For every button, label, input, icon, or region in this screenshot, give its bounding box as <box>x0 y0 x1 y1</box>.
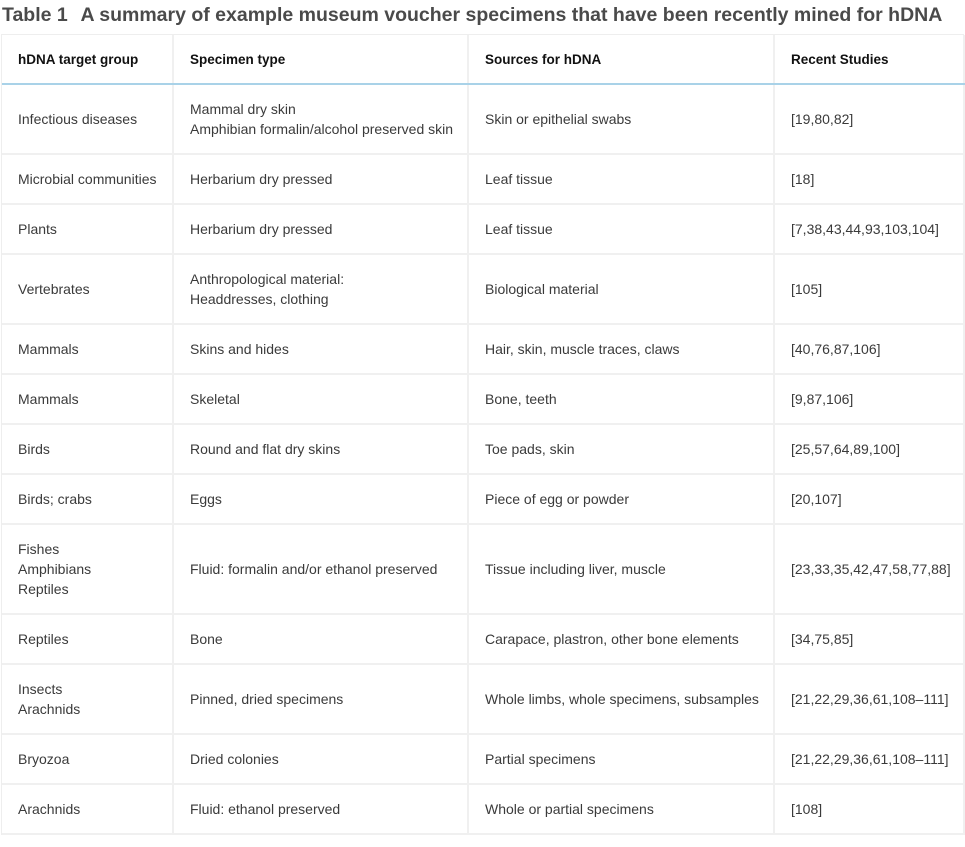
recent-studies-cell: [9,87,106] <box>774 374 964 424</box>
table-row <box>2 204 964 254</box>
target-group-cell: Mammals <box>2 374 173 424</box>
table-row <box>2 154 964 204</box>
recent-studies-cell: [25,57,64,89,100] <box>774 424 964 474</box>
sources-cell: Whole or partial specimens <box>468 784 774 834</box>
target-group-cell: Reptiles <box>2 614 173 664</box>
specimen-type-cell: Fluid: ethanol preserved <box>173 784 468 834</box>
target-group-cell: Bryozoa <box>2 734 173 784</box>
target-group-cell: Arachnids <box>2 784 173 834</box>
table-row <box>2 784 964 834</box>
target-group-cell: Insects Arachnids <box>2 664 173 734</box>
specimen-type-cell: Anthropological material: Headdresses, clothing <box>173 254 468 324</box>
specimen-type-cell: Eggs <box>173 474 468 524</box>
header-specimen-type: Specimen type <box>173 35 468 84</box>
header-recent-studies: Recent Studies <box>774 35 964 84</box>
specimen-type-cell: Fluid: formalin and/or ethanol preserved <box>173 524 468 614</box>
specimen-type-cell: Skeletal <box>173 374 468 424</box>
target-group-cell: Infectious diseases <box>2 84 173 154</box>
specimen-type-cell: Bone <box>173 614 468 664</box>
sources-cell: Partial specimens <box>468 734 774 784</box>
specimen-table <box>2 35 965 835</box>
recent-studies-cell: [19,80,82] <box>774 84 964 154</box>
recent-studies-cell: [23,33,35,42,47,58,77,88] <box>774 524 964 614</box>
target-group-cell: Vertebrates <box>2 254 173 324</box>
recent-studies-cell: [7,38,43,44,93,103,104] <box>774 204 964 254</box>
sources-cell: Hair, skin, muscle traces, claws <box>468 324 774 374</box>
recent-studies-cell: [20,107] <box>774 474 964 524</box>
sources-cell: Leaf tissue <box>468 204 774 254</box>
table-row <box>2 424 964 474</box>
specimen-type-cell: Herbarium dry pressed <box>173 204 468 254</box>
sources-cell: Bone, teeth <box>468 374 774 424</box>
header-target-group: hDNA target group <box>2 35 173 84</box>
recent-studies-cell: [21,22,29,36,61,108–111] <box>774 664 964 734</box>
recent-studies-cell: [34,75,85] <box>774 614 964 664</box>
sources-cell: Whole limbs, whole specimens, subsamples <box>468 664 774 734</box>
table-row <box>2 524 964 614</box>
sources-cell: Leaf tissue <box>468 154 774 204</box>
target-group-cell: Birds; crabs <box>2 474 173 524</box>
sources-cell: Skin or epithelial swabs <box>468 84 774 154</box>
specimen-type-cell: Mammal dry skin Amphibian formalin/alcohol preserved skin <box>173 84 468 154</box>
header-sources: Sources for hDNA <box>468 35 774 84</box>
target-group-cell: Plants <box>2 204 173 254</box>
table-container <box>1 34 964 835</box>
specimen-type-cell: Skins and hides <box>173 324 468 374</box>
table-row <box>2 614 964 664</box>
target-group-cell: Fishes Amphibians Reptiles <box>2 524 173 614</box>
table-row <box>2 324 964 374</box>
recent-studies-cell: [108] <box>774 784 964 834</box>
recent-studies-cell: [21,22,29,36,61,108–111] <box>774 734 964 784</box>
specimen-type-cell: Dried colonies <box>173 734 468 784</box>
specimen-type-cell: Round and flat dry skins <box>173 424 468 474</box>
table-row <box>2 664 964 734</box>
specimen-type-cell: Herbarium dry pressed <box>173 154 468 204</box>
sources-cell: Biological material <box>468 254 774 324</box>
specimen-type-cell: Pinned, dried specimens <box>173 664 468 734</box>
recent-studies-cell: [40,76,87,106] <box>774 324 964 374</box>
table-body <box>2 84 964 834</box>
sources-cell: Piece of egg or powder <box>468 474 774 524</box>
sources-cell: Tissue including liver, muscle <box>468 524 774 614</box>
table-label: Table 1 <box>2 4 68 26</box>
header-row <box>2 35 964 84</box>
sources-cell: Toe pads, skin <box>468 424 774 474</box>
table-row <box>2 84 964 154</box>
target-group-cell: Birds <box>2 424 173 474</box>
sources-cell: Carapace, plastron, other bone elements <box>468 614 774 664</box>
table-row <box>2 734 964 784</box>
table-row <box>2 254 964 324</box>
table-row <box>2 374 964 424</box>
recent-studies-cell: [18] <box>774 154 964 204</box>
table-caption <box>0 0 965 34</box>
recent-studies-cell: [105] <box>774 254 964 324</box>
table-row <box>2 474 964 524</box>
table-header <box>2 35 964 84</box>
target-group-cell: Mammals <box>2 324 173 374</box>
table-title: A summary of example museum voucher specimens that have been recently mined for hDNA <box>80 4 943 26</box>
target-group-cell: Microbial communities <box>2 154 173 204</box>
